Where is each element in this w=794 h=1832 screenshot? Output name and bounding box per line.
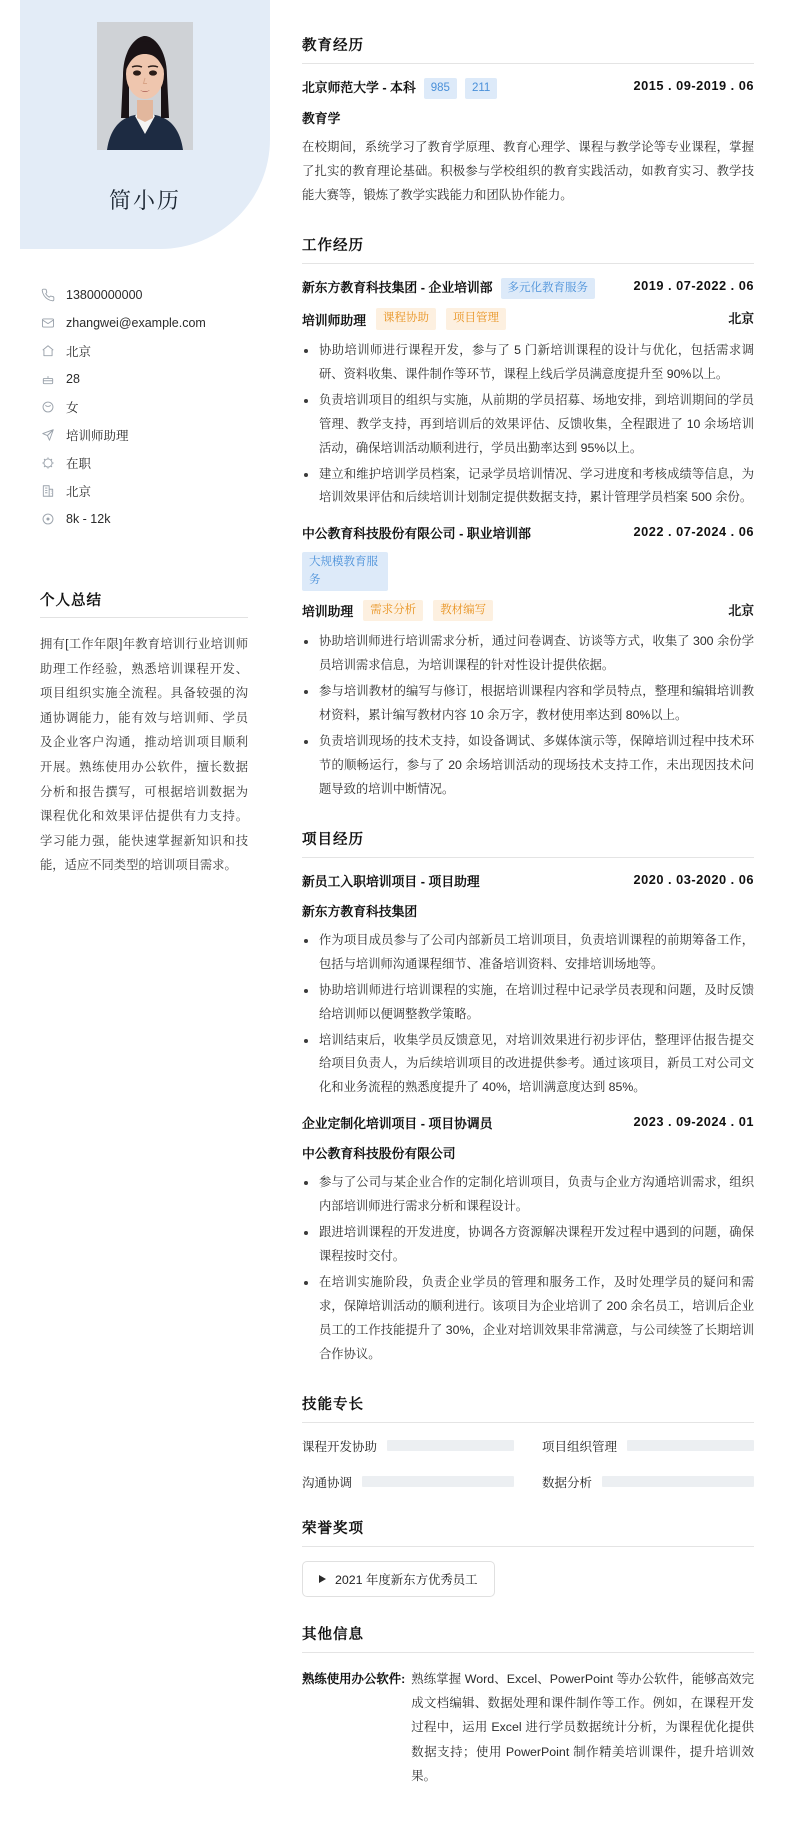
page-title: 简小历 xyxy=(108,188,181,213)
work-location: 北京 xyxy=(728,602,754,618)
education-entry xyxy=(302,78,754,208)
bullet-item: 协助培训师进行培训课程的实施，在培训过程中记录学员表现和问题，及时反馈给培训师以便调整教学策略。 xyxy=(302,979,754,1027)
gender-icon xyxy=(40,400,55,415)
project-entry-header xyxy=(302,1114,754,1134)
phone-icon xyxy=(40,288,55,303)
summary-title: 个人总结 xyxy=(40,589,248,618)
contact-value: 28 xyxy=(66,372,80,386)
contact-item-salary xyxy=(40,505,255,533)
summary-body: 拥有[工作年限]年教育培训行业培训师助理工作经验，熟悉培训课程开发、项目组织实施全流程。具备较强的沟通协调能力，能有效与培训师、学员及企业客户沟通，推动培训项目顺利开展。熟练使用办公软件，擅长数据分析和报告撰写，可根据培训数据为课程优化和效果评估提供有力支持。学习能力强，能快速掌握新知识和技能，适应不同类型的培训项目需求。 xyxy=(40,637,248,873)
contact-item-hometown xyxy=(40,337,255,365)
skill-item xyxy=(302,1437,514,1455)
company-name: 中公教育科技股份有限公司 - 职业培训部 xyxy=(302,526,531,542)
contact-value: 13800000000 xyxy=(66,288,143,302)
education-title: 教育经历 xyxy=(302,34,754,64)
bullet-item: 负责培训现场的技术支持，如设备调试、多媒体演示等，保障培训过程中技术环节的顺畅运行，参与了 20 余场培训活动的现场技术支持工作，未出现因技术问题导致的培训中断情况。 xyxy=(302,730,754,802)
education-description: 在校期间，系统学习了教育学原理、教育心理学、课程与教学论等专业课程，掌握了扎实的教育理论基础。积极参与学校组织的教育实践活动，如教育实习、教学技能大赛等，锻炼了教学实践能力和团队协作能力。 xyxy=(302,140,754,203)
bullet-item: 负责培训项目的组织与实施，从前期的学员招募、场地安排，到培训期间的学员管理、教学支持，再到培训后的效果评估、反馈收集，全程跟进了 10 余场培训活动，确保培训活动顺利进行，学员出勤率达到 95%以上。 xyxy=(302,389,754,461)
work-section xyxy=(302,234,754,802)
project-title: 项目经历 xyxy=(302,828,754,858)
work-role-line xyxy=(302,600,754,621)
sidebar xyxy=(0,0,290,918)
project-org: 中公教育科技股份有限公司 xyxy=(302,1146,456,1162)
work-role-line xyxy=(302,308,754,329)
project-section xyxy=(302,828,754,1367)
project-date: 2023 . 09-2024 . 01 xyxy=(633,1114,754,1130)
work-bullets xyxy=(302,339,754,511)
role-tag-2: 项目管理 xyxy=(446,308,506,329)
contact-list xyxy=(40,281,255,533)
education-entry-header xyxy=(302,78,754,99)
education-tag-211: 211 xyxy=(465,78,497,99)
work-title: 工作经历 xyxy=(302,234,754,264)
other-row xyxy=(302,1667,754,1788)
work-entry-left xyxy=(302,524,624,590)
work-role-left xyxy=(302,600,493,621)
bullet-item: 培训结束后，收集学员反馈意见，对培训效果进行初步评估，整理评估报告提交给项目负责人，为后续培训项目的改进提供参考。通过该项目，新员工对公司文化和业务流程的熟悉度提升了 40%，培训满意度达到 85%。 xyxy=(302,1029,754,1101)
skill-progress-bar xyxy=(627,1440,754,1451)
company-name: 新东方教育科技集团 - 企业培训部 xyxy=(302,280,493,296)
honors-section xyxy=(302,1517,754,1597)
bullet-item: 参与了公司与某企业合作的定制化培训项目，负责与企业方沟通培训需求，组织内部培训师进行需求分析和课程设计。 xyxy=(302,1171,754,1219)
other-title: 其他信息 xyxy=(302,1623,754,1653)
skill-item xyxy=(302,1473,514,1491)
skills-grid xyxy=(302,1437,754,1491)
bullet-item: 在培训实施阶段，负责企业学员的管理和服务工作，及时处理学员的疑问和需求，保障培训活动的顺利进行。该项目为企业培训了 200 余名员工，培训后企业员工的工作技能提升了 30%，企业对培训效果非常满意，与公司续签了长期培训合作协议。 xyxy=(302,1271,754,1367)
project-entry xyxy=(302,1114,754,1367)
contact-value: 8k - 12k xyxy=(66,512,111,526)
role-tag-1: 课程协助 xyxy=(376,308,436,329)
skills-title: 技能专长 xyxy=(302,1393,754,1423)
skills-section xyxy=(302,1393,754,1491)
work-role-left xyxy=(302,308,506,329)
job-title: 培训师助理 xyxy=(302,312,366,328)
contact-item-age xyxy=(40,365,255,393)
salary-icon xyxy=(40,512,55,527)
honor-label: 2021 年度新东方优秀员工 xyxy=(335,1572,478,1587)
contact-item-status xyxy=(40,449,255,477)
work-entry xyxy=(302,524,754,801)
play-triangle-icon xyxy=(319,1575,326,1583)
contact-value: 女 xyxy=(66,401,79,415)
education-tag-985: 985 xyxy=(424,78,457,99)
project-date: 2020 . 03-2020 . 06 xyxy=(633,871,754,887)
skill-name: 项目组织管理 xyxy=(542,1439,618,1454)
contact-item-phone xyxy=(40,281,255,309)
other-label: 熟练使用办公软件: xyxy=(302,1671,406,1686)
honor-list xyxy=(302,1561,754,1597)
other-text: 熟练掌握 Word、Excel、PowerPoint 等办公软件，能够高效完成文档编辑、数据处理和课件制作等工作。例如，在课程开发过程中，运用 Excel 进行学员数据统计分析，为课程优化提供数据支持；使用 PowerPoint 制作精美培训课件，提升培训效果。 xyxy=(411,1671,754,1783)
bullet-item: 协助培训师进行培训需求分析，通过问卷调查、访谈等方式，收集了 300 余份学员培训需求信息，为培训课程的针对性设计提供依据。 xyxy=(302,630,754,678)
skill-name: 数据分析 xyxy=(542,1475,593,1490)
company-tag: 多元化教育服务 xyxy=(501,278,596,299)
education-major: 教育学 xyxy=(302,111,341,127)
sidebar-header xyxy=(20,0,270,249)
work-date: 2022 . 07-2024 . 06 xyxy=(633,524,754,540)
project-bullets xyxy=(302,1171,754,1367)
honor-chip[interactable] xyxy=(302,1561,495,1597)
contact-value: 北京 xyxy=(66,345,92,359)
contact-value: 北京 xyxy=(66,485,92,499)
role-tag-2: 教材编写 xyxy=(433,600,493,621)
skill-progress-bar xyxy=(387,1440,514,1451)
bullet-item: 参与培训教材的编写与修订，根据培训课程内容和学员特点，整理和编辑培训教材资料，累计编写教材内容 10 余万字，教材使用率达到 80%以上。 xyxy=(302,680,754,728)
work-date: 2019 . 07-2022 . 06 xyxy=(633,278,754,294)
role-tag-1: 需求分析 xyxy=(363,600,423,621)
education-date: 2015 . 09-2019 . 06 xyxy=(633,78,754,93)
job-title: 培训助理 xyxy=(302,603,354,619)
bullet-item: 作为项目成员参与了公司内部新员工培训项目，负责培训课程的前期筹备工作，包括与培训师沟通课程细节、准备培训资料、安排培训场地等。 xyxy=(302,929,754,977)
rocket-icon xyxy=(40,428,55,443)
company-tag: 大规模教育服务 xyxy=(302,552,388,591)
home-icon xyxy=(40,344,55,359)
status-icon xyxy=(40,456,55,471)
skill-progress-bar xyxy=(362,1476,514,1487)
mail-icon xyxy=(40,316,55,331)
project-name: 新员工入职培训项目 - 项目助理 xyxy=(302,873,480,889)
work-entry-left xyxy=(302,278,595,299)
skill-name: 沟通协调 xyxy=(302,1475,353,1490)
bullet-item: 建立和维护培训学员档案，记录学员培训情况、学习进度和考核成绩等信息，为培训效果评估和后续培训计划制定提供数据支持，累计管理学员档案 500 余份。 xyxy=(302,463,754,511)
contact-value: zhangwei@example.com xyxy=(66,316,206,330)
skill-item xyxy=(542,1437,754,1455)
project-org: 新东方教育科技集团 xyxy=(302,903,418,919)
contact-item-gender xyxy=(40,393,255,421)
cake-icon xyxy=(40,372,55,387)
contact-value: 培训师助理 xyxy=(66,429,129,443)
project-entry xyxy=(302,872,754,1101)
work-location: 北京 xyxy=(728,311,754,327)
skill-name: 课程开发协助 xyxy=(302,1439,378,1454)
main-content xyxy=(290,0,794,1832)
summary-section xyxy=(40,589,248,878)
contact-item-email xyxy=(40,309,255,337)
bullet-item: 协助培训师进行课程开发，参与了 5 门新培训课程的设计与优化，包括需求调研、资料收集、课件制作等环节，课程上线后学员满意度提升至 90%以上。 xyxy=(302,339,754,387)
contact-item-position xyxy=(40,421,255,449)
project-name: 企业定制化培训项目 - 项目协调员 xyxy=(302,1116,493,1132)
work-entry-header xyxy=(302,278,754,299)
honors-title: 荣誉奖项 xyxy=(302,1517,754,1547)
portrait-photo-icon xyxy=(97,22,193,150)
building-icon xyxy=(40,484,55,499)
education-entry-left xyxy=(302,78,497,99)
contact-item-work-city xyxy=(40,477,255,505)
education-section xyxy=(302,34,754,208)
bullet-item: 跟进培训课程的开发进度，协调各方资源解决课程开发过程中遇到的问题，确保课程按时交付。 xyxy=(302,1221,754,1269)
skill-progress-bar xyxy=(602,1476,754,1487)
work-bullets xyxy=(302,630,754,802)
work-entry-header xyxy=(302,524,754,590)
skill-item xyxy=(542,1473,754,1491)
school-name: 北京师范大学 - 本科 xyxy=(302,80,416,95)
other-section xyxy=(302,1623,754,1788)
avatar xyxy=(97,22,193,150)
project-bullets xyxy=(302,929,754,1101)
contact-value: 在职 xyxy=(66,457,92,471)
project-entry-header xyxy=(302,872,754,892)
work-entry xyxy=(302,278,754,510)
